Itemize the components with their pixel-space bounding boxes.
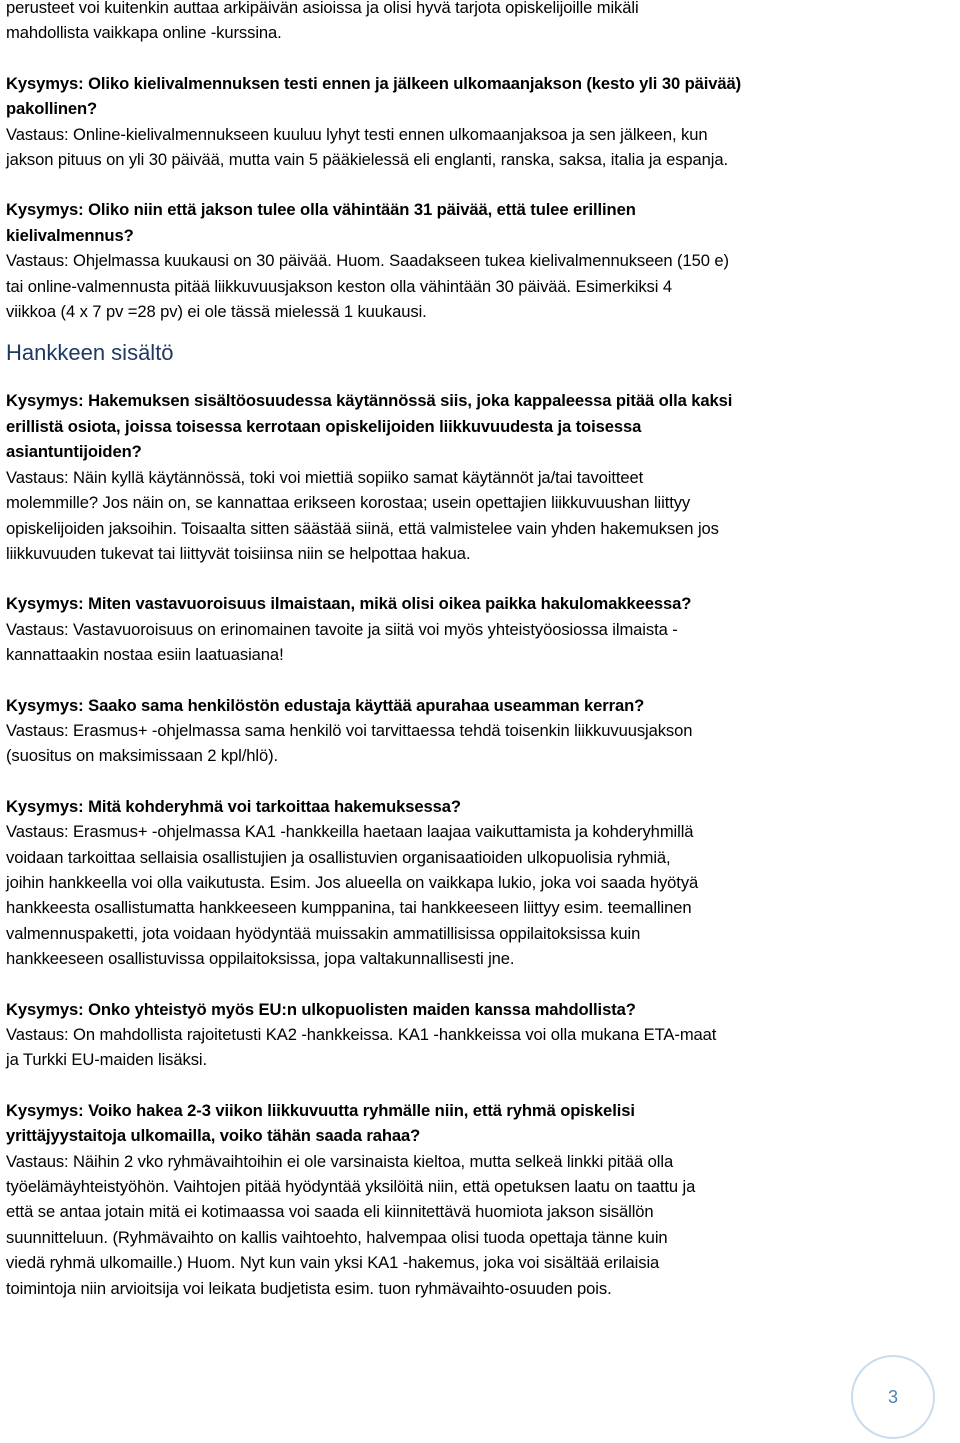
answer-line: Vastaus: On mahdollista rajoitetusti KA2 -hankkeissa. KA1 -hankkeissa voi olla mukana ETA-maat [6,1025,717,1044]
answer-line: Vastaus: Erasmus+ -ohjelmassa sama henkilö voi tarvittaessa tehdä toisenkin liikkuvuusjakson [6,720,693,740]
answer-line: viedä ryhmä ulkomaille.) Huom. Nyt kun vain yksi KA1 -hakemus, joka voi sisältää erilaisia [6,1253,660,1273]
question-line: Kysymys: Onko yhteistyö myös EU:n ulkopuolisten maiden kanssa mahdollista? [6,999,636,1019]
answer-line: Vastaus: Näin kyllä käytännössä, toki voi miettiä sopiiko samat käytännöt ja/tai tavoitteet [6,467,644,487]
answer-line: Vastaus: Ohjelmassa kuukausi on 30 päivää. Huom. Saadakseen tukea kielivalmennukseen (150 e) [6,251,729,271]
answer-line: että se antaa jotain mitä ei kotimaassa voi saada eli kiinnitettävä huomiota jakson sisällön [6,1202,654,1222]
answer-line: suunnitteluun. (Ryhmävaihto on kallis vaihtoehto, halvempaa olisi tuoda opettaja tänne kuin [6,1227,668,1247]
answer-line: valmennuspaketti, jota voidaan hyödyntää muissakin ammatillisissa oppilaitoksissa kuin [6,923,641,943]
answer-line: työelämäyhteistyöhön. Vaihtojen pitää hyödyntää yksilöitä niin, että opetuksen laatu on taattu ja [6,1177,696,1197]
answer-line: viikkoa (4 x 7 pv =28 pv) ei ole tässä mielessä 1 kuukausi. [6,302,427,322]
answer-line: tai online-valmennusta pitää liikkuvuusjakson keston olla vähintään 30 päivää. Esimerkiksi 4 [6,276,672,296]
answer-line: kannattaakin nostaa esiin laatuasiana! [6,645,284,665]
answer-line: Vastaus: Näihin 2 vko ryhmävaihtoihin ei ole varsinaista kieltoa, mutta selkeä linkki pitää olla [6,1151,674,1171]
answer-line: hankkeeseen osallistuvissa oppilaitoksissa, jopa valtakunnallisesti jne. [6,949,515,969]
answer-line: ja Turkki EU-maiden lisäksi. [6,1050,207,1070]
qa-item [6,1098,954,1301]
question-line: Kysymys: Saako sama henkilöstön edustaja käyttää apurahaa useamman kerran? [6,695,645,715]
qa-item [6,997,954,1073]
question-line: kielivalmennus? [6,225,134,245]
answer-line: jakson pituus on yli 30 päivää, mutta vain 5 pääkielessä eli englanti, ranska, saksa, italia ja espanja. [6,150,729,170]
qa-item [6,693,954,769]
question-line: asiantuntijoiden? [6,442,142,462]
qa-item [6,71,954,173]
answer-line: joihin hankkeella voi olla vaikutusta. Esim. Jos alueella on vaikkapa lukio, joka voi saada hyötyä [6,872,699,892]
question-line: yrittäjyystaitoja ulkomailla, voiko tähän saada rahaa? [6,1126,421,1146]
answer-line: (suositus on maksimissaan 2 kpl/hlö). [6,746,279,766]
text-line: perusteet voi kuitenkin auttaa arkipäivän asioissa ja olisi hyvä tarjota opiskelijoille mikäli [6,0,639,17]
answer-line: opiskelijoiden jaksoihin. Toisaalta sitten säästää siinä, että valmistelee vain yhden hakemuksen jos [6,518,719,538]
question-line: Kysymys: Oliko kielivalmennuksen testi ennen ja jälkeen ulkomaanjakson (kesto yli 30 päivää) [6,73,742,93]
text-line: mahdollista vaikkapa online -kurssina. [6,23,282,43]
qa-item [6,197,954,324]
qa-item [6,794,954,972]
page-number: 3 [887,1386,898,1407]
question-line: Kysymys: Hakemuksen sisältöosuudessa käytännössä siis, joka kappaleessa pitää olla kaksi [6,391,733,411]
answer-line: toimintoja niin arvioitsija voi leikata budjetista esim. tuon ryhmävaihto-osuuden pois. [6,1278,612,1298]
qa-item [6,591,954,667]
answer-line: Vastaus: Vastavuoroisuus on erinomainen tavoite ja siitä voi myös yhteistyöosiossa ilmaista - [6,619,678,639]
qa-item [6,388,954,566]
answer-line: voidaan tarkoittaa sellaisia osallistujien ja osallistuvien organisaatioiden ulkopuolisia ryhmiä, [6,847,671,867]
document-page [6,0,954,1301]
answer-line: liikkuvuuden tukevat tai liittyvät toisiinsa niin se helpottaa hakua. [6,543,471,563]
answer-line: hankkeesta osallistumatta hankkeeseen kumppanina, tai hankkeeseen liittyy esim. teemallinen [6,898,692,918]
answer-line: molemmille? Jos näin on, se kannattaa erikseen korostaa; usein opettajien liikkuvuushan liittyy [6,493,691,513]
section-heading: Hankkeen sisältö [6,340,174,366]
question-line: pakollinen? [6,99,98,119]
question-line: Kysymys: Mitä kohderyhmä voi tarkoittaa hakemuksessa? [6,796,461,816]
page-number-badge [851,1355,935,1439]
question-line: Kysymys: Voiko hakea 2-3 viikon liikkuvuutta ryhmälle niin, että ryhmä opiskelisi [6,1100,635,1120]
answer-line: Vastaus: Erasmus+ -ohjelmassa KA1 -hankkeilla haetaan laajaa vaikuttamista ja kohderyhmillä [6,822,694,842]
answer-line: Vastaus: Online-kielivalmennukseen kuuluu lyhyt testi ennen ulkomaanjaksoa ja sen jälkeen, kun [6,124,708,144]
question-line: Kysymys: Oliko niin että jakson tulee olla vähintään 31 päivää, että tulee erillinen [6,200,636,220]
intro-paragraph [6,0,954,46]
question-line: erillistä osiota, joissa toisessa kerrotaan opiskelijoiden liikkuvuudesta ja toisessa [6,416,642,436]
question-line: Kysymys: Miten vastavuoroisuus ilmaistaan, mikä olisi oikea paikka hakulomakkeessa? [6,594,692,614]
